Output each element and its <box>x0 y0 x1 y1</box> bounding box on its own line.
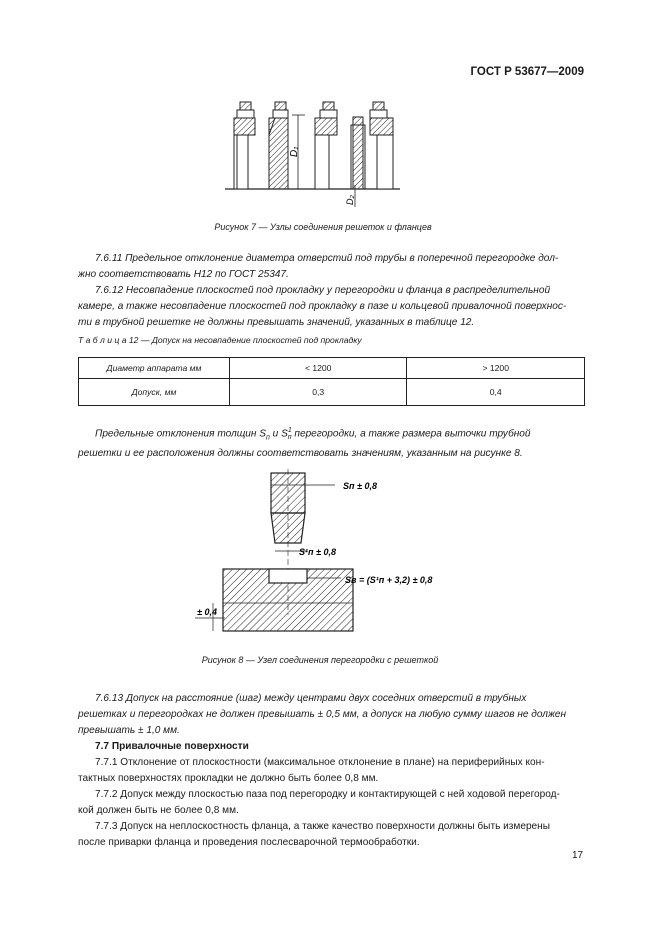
para-7-7-1-line1: 7.7.1 Отклонение от плоскостности (максимальное отклонение в плане) на периферийных кон- <box>95 757 545 768</box>
para-7-7-2-line2: кой должен быть не более 0,8 мм. <box>78 805 239 816</box>
subscript: п <box>287 434 292 442</box>
superscript: 1 <box>287 427 292 434</box>
document-header: ГОСТ Р 53677—2009 <box>470 66 584 78</box>
figure-7-drawing <box>225 95 425 210</box>
deviations-line1-c: перегородки, а также размера выточки трубной <box>291 428 531 440</box>
para-7-6-13-line3: превышать ± 1,0 мм. <box>78 725 180 736</box>
para-7-7-3-line2: после приварки фланца и проведения послесварочной термообработки. <box>78 837 420 848</box>
figure-8-caption: Рисунок 8 — Узел соединения перегородки с решеткой <box>201 655 439 665</box>
para-7-6-11-line1: 7.6.11 Предельное отклонение диаметра отверстий под трубы в поперечной перегородке дол- <box>95 253 559 264</box>
para-7-6-13 <box>78 691 584 739</box>
table-row <box>79 358 585 379</box>
figure-7-left-gasket <box>269 102 288 189</box>
deviations-line1 <box>78 423 584 446</box>
figure-8-label-sp1: S¹п ± 0,8 <box>299 547 336 557</box>
section-7-7-heading: 7.7 Привалочные поверхности <box>95 741 249 752</box>
table-cell-label: Допуск, мм <box>79 379 230 406</box>
para-7-6-12-line2: камере, а также несовпадение плоскостей под прокладку в пазе и кольцевой привалочной поверхнос- <box>78 301 567 312</box>
subscript: п <box>266 434 270 442</box>
figure-8-label-sb: Sв = (S¹п + 3,2) ± 0,8 <box>345 575 433 585</box>
table-row <box>79 379 585 406</box>
deviations-line2: решетки и ее расположения должны соответствовать значениям, указанным на рисунке 8. <box>78 448 523 460</box>
para-7-6-13-line1: 7.6.13 Допуск на расстояние (шаг) между центрами двух соседних отверстий в трубных <box>95 693 527 704</box>
para-7-7-3-line1: 7.7.3 Допуск на неплоскостность фланца, а также качество поверхности должны быть измерены <box>95 821 551 832</box>
table-cell: < 1200 <box>229 358 407 379</box>
figure-8-label-tol: ± 0,4 <box>197 607 217 617</box>
figure-7-label-d2: D₂ <box>345 195 355 205</box>
table-cell: 0,3 <box>229 379 407 406</box>
table-cell-label: Диаметр аппарата мм <box>79 358 230 379</box>
section-7-7 <box>78 739 584 851</box>
para-7-7-2-line1: 7.7.2 Допуск между плоскостью паза под перегородку и контактирующей с ней ходовой перегород- <box>95 789 560 800</box>
para-7-6-13-line2: решетках и перегородках не должен превышать ± 0,5 мм, а допуск на любую сумму шагов не должен <box>78 709 567 720</box>
section-7-6-text <box>78 251 584 331</box>
figure-7-caption: Рисунок 7 — Узлы соединения решеток и фланцев <box>214 222 432 232</box>
para-7-6-11-line2: жно соответствовать Н12 по ГОСТ 25347. <box>78 269 289 280</box>
figure-7-far-right-flange <box>370 102 393 189</box>
table-cell: > 1200 <box>407 358 585 379</box>
deviations-line1-b: и S <box>269 428 288 440</box>
para-7-7-1-line2: тактных поверхностях прокладки не должно быть более 0,8 мм. <box>78 773 379 784</box>
figure-7-label-d1: D₁ <box>289 146 300 157</box>
deviations-paragraph <box>78 423 584 462</box>
para-7-6-12-line3: ти в трубной решетке не должны превышать значений, указанных в таблице 12. <box>78 317 475 328</box>
table-12-caption: Т а б л и ц а 12 — Допуск на несовпадение плоскостей под прокладку <box>78 335 362 345</box>
figure-7-center-gasket <box>351 117 365 189</box>
figure-7-right-flange <box>315 102 337 189</box>
figure-8-drawing <box>195 465 455 640</box>
para-7-6-12-line1: 7.6.12 Несовпадение плоскостей под прокладку у перегородки и фланца в распределительной <box>95 285 551 296</box>
page-number: 17 <box>572 850 584 861</box>
figure-7-left-flange <box>234 102 255 189</box>
table-cell: 0,4 <box>407 379 585 406</box>
table-12 <box>78 357 585 406</box>
figure-8-label-sp: Sп ± 0,8 <box>343 481 377 491</box>
deviations-line1-a: Предельные отклонения толщин S <box>95 428 266 440</box>
